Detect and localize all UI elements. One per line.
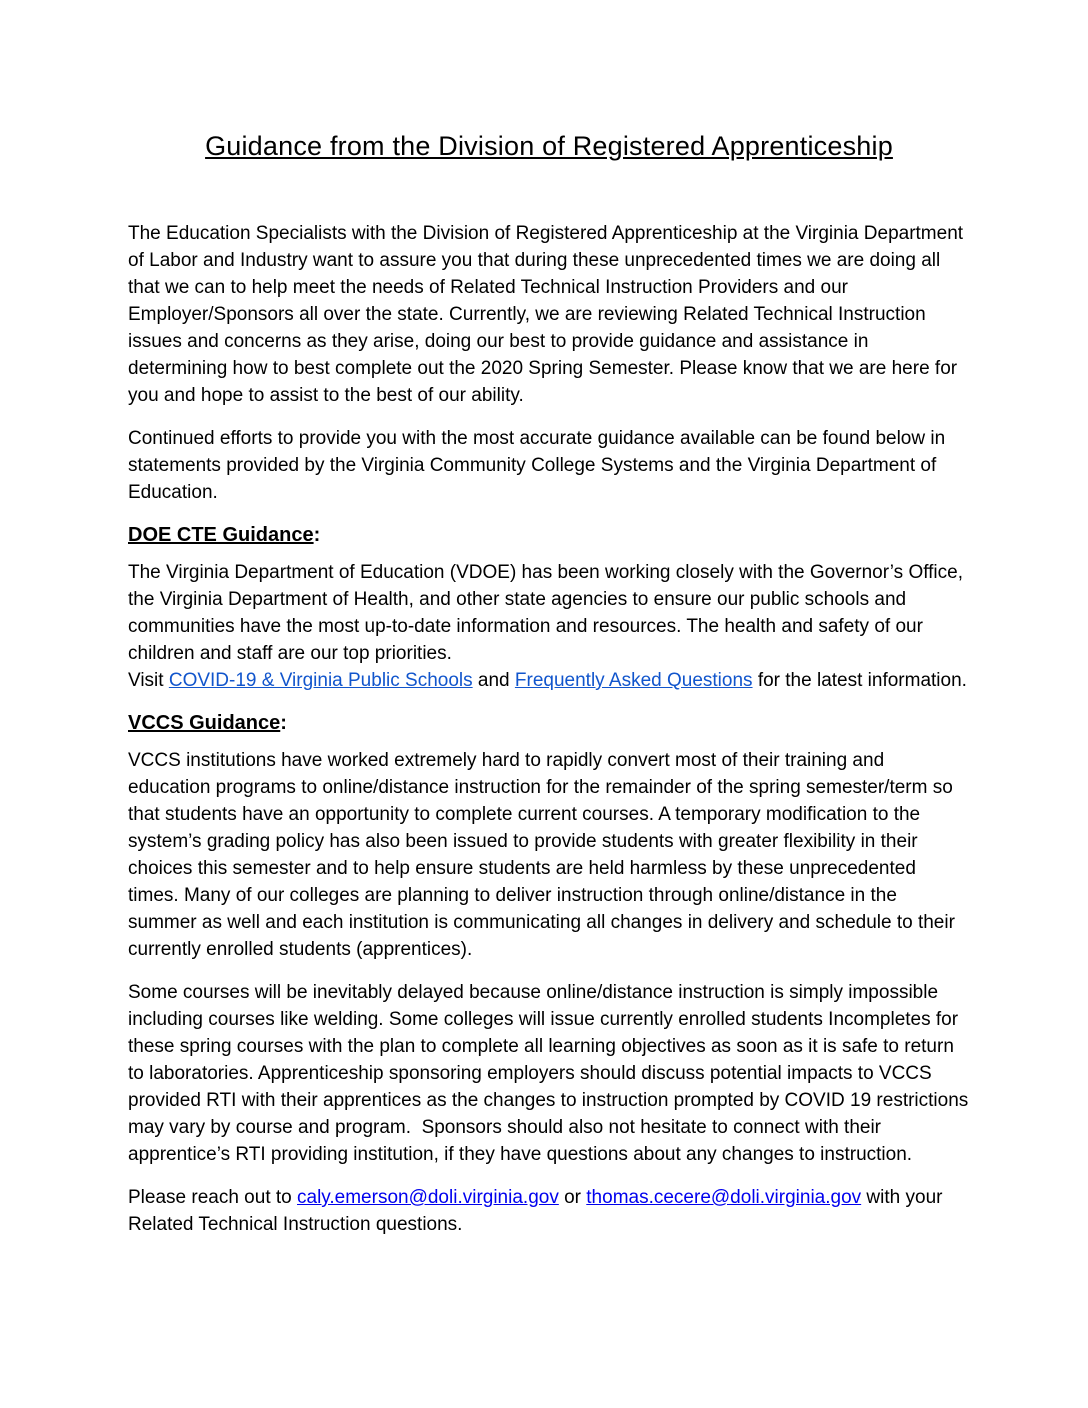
doe-paragraph bbox=[128, 559, 970, 694]
contact-prefix: Please reach out to bbox=[128, 1187, 297, 1208]
vccs-paragraph-2: Some courses will be inevitably delayed because online/distance instruction is simply impossible including courses like welding. Some colleges will issue currently enrolled students Incompletes for these spring courses with the plan to complete all learning objectives as soon as it is safe to return to laboratories. Apprenticeship sponsoring employers should discuss potential impacts to VCCS provided RTI with their apprentices as the changes to instruction prompted by COVID 19 restrictions may vary by course and program. Sponsors should also not hesitate to connect with their apprentice’s RTI providing institution, if they have questions about any changes to instruction. bbox=[128, 982, 974, 1165]
doe-section-heading bbox=[128, 522, 970, 549]
doe-body-text: The Virginia Department of Education (VDOE) has been working closely with the Governor’s Office, the Virginia Department of Health, and other state agencies to ensure our public schools and communities have the most up-to-date information and resources. The health and safety of our children and staff are our top priorities. bbox=[128, 562, 969, 664]
email-link-thomas-cecere[interactable]: thomas.cecere@doli.virginia.gov bbox=[586, 1187, 862, 1208]
contact-suffix: with your Related Technical Instruction questions. bbox=[128, 1187, 948, 1235]
vccs-heading-colon: : bbox=[280, 712, 287, 734]
contact-separator: or bbox=[558, 1187, 587, 1208]
covid-virginia-public-schools-link[interactable]: COVID-19 & Virginia Public Schools bbox=[168, 670, 473, 691]
doe-between-links: and bbox=[472, 670, 515, 691]
doe-heading-colon: : bbox=[313, 524, 321, 546]
vccs-paragraph-1: VCCS institutions have worked extremely hard to rapidly convert most of their training and education programs to online/distance instruction for the remainder of the spring semester/term so that students have an opportunity to complete current courses. A temporary modification to the system’s grading policy has also been issued to provide students with greater flexibility in their choices this semester and to help ensure students are held harmless by these unprecedented times. Many of our colleges are planning to deliver instruction through online/distance in the summer as well and each institution is communicating all changes in delivery and schedule to their currently enrolled students (apprentices). bbox=[128, 750, 961, 960]
doe-visit-suffix: for the latest information. bbox=[752, 670, 967, 691]
intro-paragraph: The Education Specialists with the Division of Registered Apprenticeship at the Virginia Department of Labor and Industry want to assure you that during these unprecedented times we are doing all that we can to help meet the needs of Related Technical Instruction Providers and our Employer/Sponsors all over the state. Currently, we are reviewing Related Technical Instruction issues and concerns as they arise, doing our best to provide guidance and assistance in determining how to best complete out the 2020 Spring Semester. Please know that we are here for you and hope to assist to the best of our ability. bbox=[128, 223, 969, 406]
vccs-heading-text: VCCS Guidance bbox=[128, 712, 281, 734]
vccs-section-heading bbox=[128, 710, 970, 737]
doe-heading-text: DOE CTE Guidance bbox=[128, 524, 314, 546]
contact-paragraph bbox=[128, 1184, 970, 1238]
document-content bbox=[128, 131, 974, 1254]
document-title: Guidance from the Division of Registered Apprenticeship bbox=[205, 131, 893, 161]
email-link-caly-emerson[interactable]: caly.emerson@doli.virginia.gov bbox=[297, 1187, 559, 1208]
doe-visit-prefix: Visit bbox=[128, 670, 169, 691]
frequently-asked-questions-link[interactable]: Frequently Asked Questions bbox=[514, 670, 753, 691]
continued-paragraph: Continued efforts to provide you with the most accurate guidance available can be found below in statements provided by the Virginia Community College Systems and the Virginia Department of Education. bbox=[128, 428, 951, 503]
